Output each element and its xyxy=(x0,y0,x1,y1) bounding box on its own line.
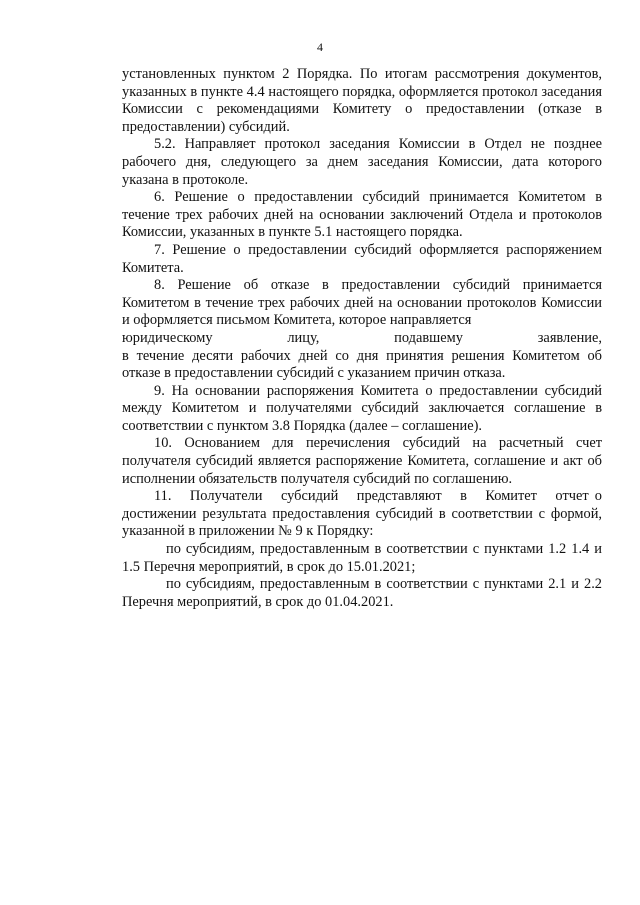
paragraph-9: 9. На основании распоряжения Комитета о предоставлении субсидий между Комитетом и получателями субсидий заключается соглашение в соответствии с пунктом 3.8 Порядка (далее – соглашение). xyxy=(122,382,602,434)
paragraph-8-part-1: 8. Решение об отказе в предоставлении субсидий принимается Комитетом в течение трех рабочих дней на основании протоколов Комиссии и оформляется письмом Комитета, которое направляется xyxy=(122,277,602,329)
paragraph-11-item-1: по субсидиям, предоставленным в соответствии с пунктами 1.2 1.4 и 1.5 Перечня мероприятий, в срок до 15.01.2021; xyxy=(122,541,602,575)
paragraph-8-part-2: юридическому лицу, подавшему заявление, xyxy=(122,329,602,346)
page-number: 4 xyxy=(317,40,323,54)
paragraph-8 xyxy=(122,277,602,383)
document-body xyxy=(122,66,606,611)
paragraph-6: 6. Решение о предоставлении субсидий принимается Комитетом в течение трех рабочих дней на основании заключений Отдела и протоколов Комиссии, указанных в пункте 5.1 настоящего порядка. xyxy=(122,189,602,241)
paragraph-7: 7. Решение о предоставлении субсидий оформляется распоряжением Комитета. xyxy=(122,241,602,276)
paragraph-5-2: 5.2. Направляет протокол заседания Комиссии в Отдел не позднее рабочего дня, следующего за днем заседания Комиссии, дата которого указана в протоколе. xyxy=(122,136,602,188)
paragraph-11-item-2: по субсидиям, предоставленным в соответствии с пунктами 2.1 и 2.2 Перечня мероприятий, в срок до 01.04.2021. xyxy=(122,576,602,610)
paragraph-8-part-3: в течение десяти рабочих дней со дня принятия решения Комитетом об отказе в предоставлении субсидий с указанием причин отказа. xyxy=(122,347,602,382)
paragraph-11: 11. Получатели субсидий представляют в Комитет отчет о достижении результата предоставления субсидий в соответствии с формой, указанной в приложении № 9 к Порядку: xyxy=(122,488,606,540)
paragraph-continuation: установленных пунктом 2 Порядка. По итогам рассмотрения документов, указанных в пункте 4.4 настоящего порядка, оформляется протокол заседания Комиссии с рекомендациями Комитету о предоставлении (отказе в предоставлении) субсидий. xyxy=(122,66,602,135)
paragraph-10: 10. Основанием для перечисления субсидий на расчетный счет получателя субсидий является распоряжение Комитета, соглашение и акт об исполнении обязательств получателя субсидий по соглашению. xyxy=(122,435,602,487)
